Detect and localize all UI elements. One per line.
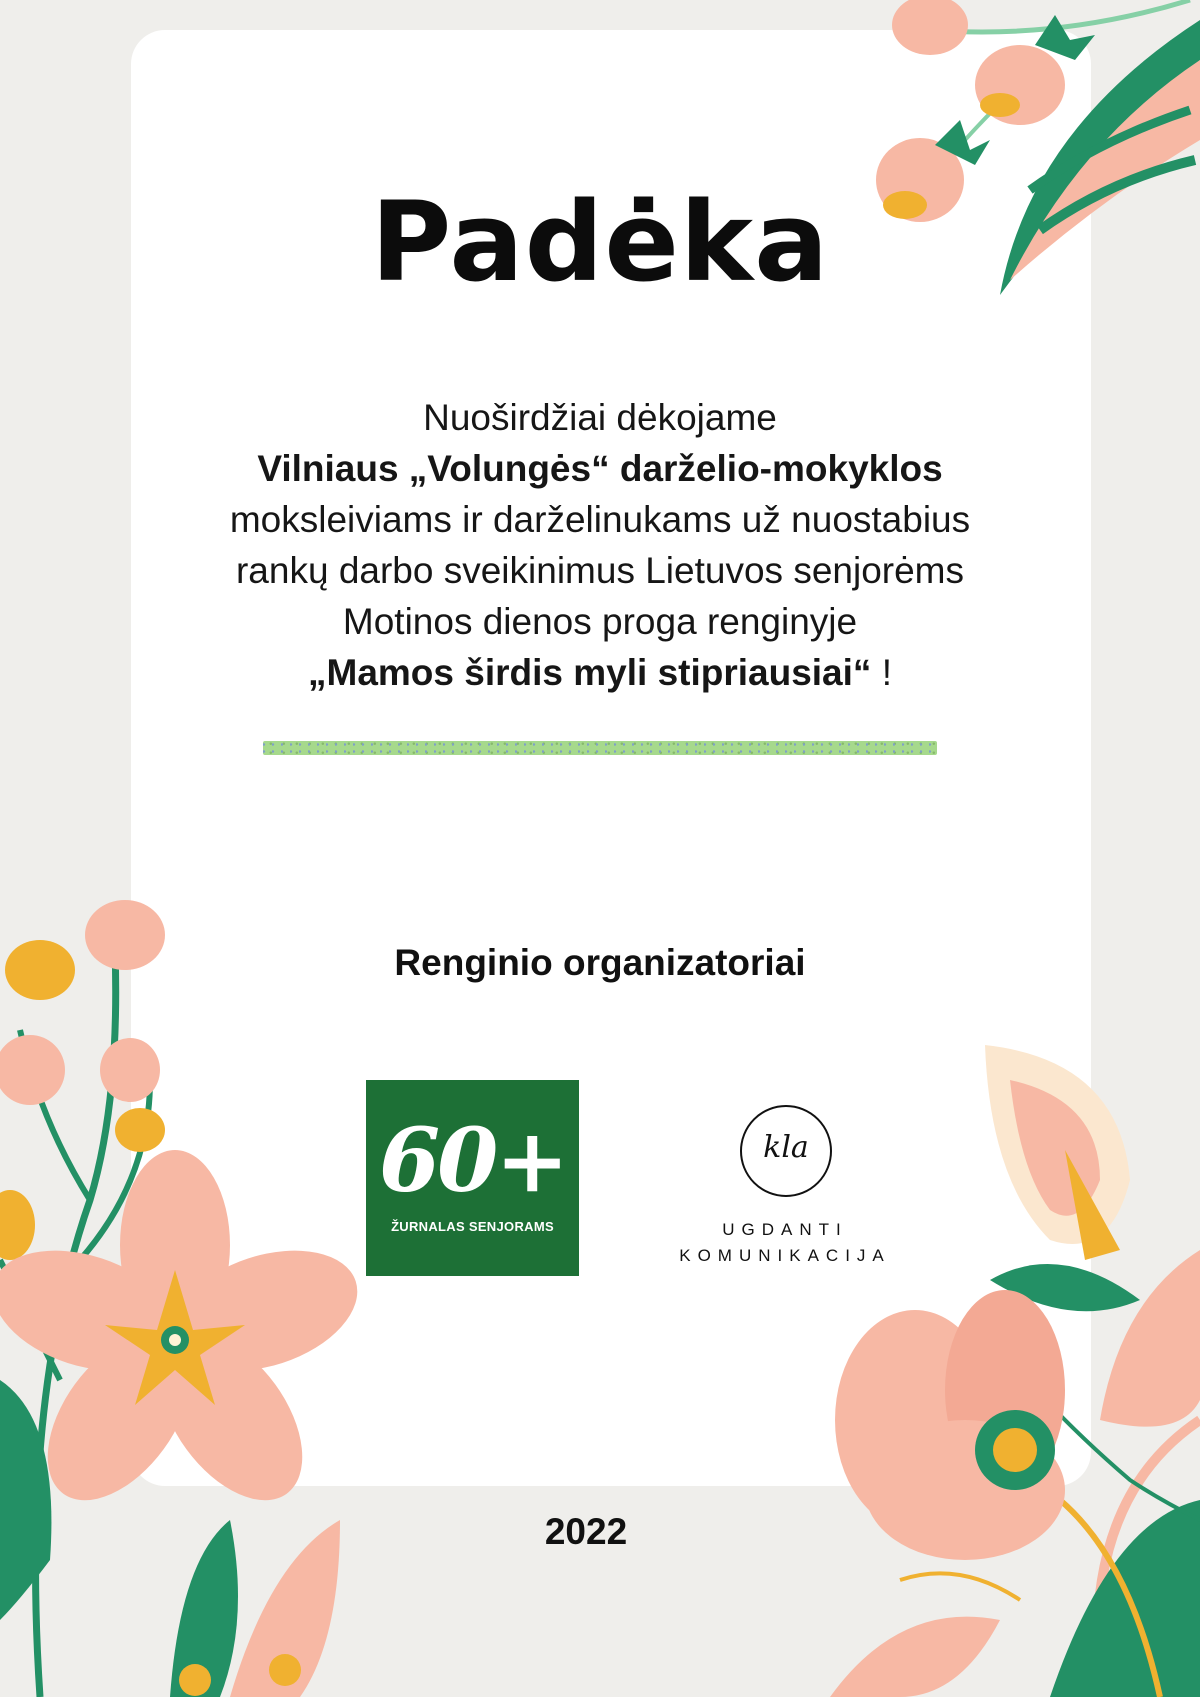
year-label: 2022 <box>544 1511 628 1552</box>
magazine-logo-number: 60+ <box>378 1108 567 1212</box>
agency-logo-line-1: UGDANTI <box>722 1220 848 1239</box>
message-line-3: moksleiviams ir darželinukams už nuostabius <box>229 499 971 540</box>
message-line-4: rankų darbo sveikinimus Lietuvos senjorėms <box>235 550 964 591</box>
message-line-5: Motinos dienos proga renginyje <box>342 601 858 642</box>
event-name: „Mamos širdis myli stipriausiai“ <box>308 652 872 693</box>
organizers-heading: Renginio organizatoriai <box>394 942 806 983</box>
magazine-logo-subtitle: ŽURNALAS SENJORAMS <box>391 1219 554 1234</box>
green-divider <box>263 741 937 755</box>
page-title: Padėka <box>370 178 830 306</box>
agency-logo-line-2: KOMUNIKACIJA <box>679 1246 891 1265</box>
event-name-suffix: ! <box>871 652 892 693</box>
message-line-6 <box>150 647 1050 698</box>
magazine-logo <box>366 1080 579 1276</box>
message-line-1: Nuoširdžiai dėkojame <box>423 397 777 438</box>
message-line-2: Vilniaus „Volungės“ darželio-mokyklos <box>257 448 943 489</box>
agency-logo-monogram: kla <box>763 1130 809 1165</box>
agency-logo <box>660 1100 910 1270</box>
thank-you-message <box>150 392 1050 698</box>
